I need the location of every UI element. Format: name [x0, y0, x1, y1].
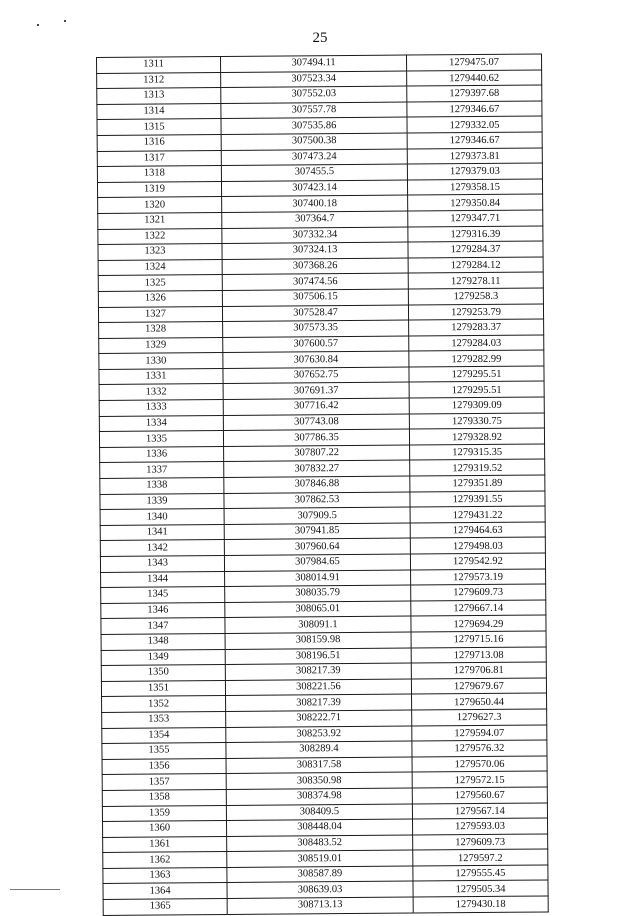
y-coordinate-cell: 1279315.35	[410, 444, 545, 461]
y-coordinate-cell: 1279505.34	[413, 880, 548, 897]
x-coordinate-cell: 308221.56	[225, 679, 411, 696]
y-coordinate-cell: 1279282.99	[409, 350, 544, 367]
point-number-cell: 1335	[99, 431, 223, 448]
point-number-cell: 1348	[101, 633, 225, 650]
point-number-cell: 1312	[97, 72, 221, 89]
y-coordinate-cell: 1279593.03	[412, 818, 547, 835]
point-number-cell: 1313	[97, 88, 221, 105]
y-coordinate-cell: 1279464.63	[410, 522, 545, 539]
y-coordinate-cell: 1279295.51	[409, 381, 544, 398]
x-coordinate-cell: 307600.57	[223, 336, 409, 353]
y-coordinate-cell: 1279430.18	[413, 896, 548, 913]
y-coordinate-cell: 1279609.73	[413, 834, 548, 851]
y-coordinate-cell: 1279475.07	[406, 54, 541, 71]
point-number-cell: 1331	[99, 368, 223, 385]
y-coordinate-cell: 1279397.68	[407, 85, 542, 102]
point-number-cell: 1358	[102, 789, 226, 806]
x-coordinate-cell: 307743.08	[223, 414, 409, 431]
point-number-cell: 1315	[97, 119, 221, 136]
point-number-cell: 1323	[98, 244, 222, 261]
y-coordinate-cell: 1279330.75	[409, 413, 544, 430]
x-coordinate-cell: 307691.37	[223, 383, 409, 400]
y-coordinate-cell: 1279295.51	[409, 366, 544, 383]
y-coordinate-cell: 1279284.37	[408, 241, 543, 258]
point-number-cell: 1336	[100, 446, 224, 463]
y-coordinate-cell: 1279555.45	[413, 865, 548, 882]
y-coordinate-cell: 1279253.79	[408, 303, 543, 320]
y-coordinate-cell: 1279650.44	[412, 693, 547, 710]
y-coordinate-cell: 1279567.14	[412, 802, 547, 819]
y-coordinate-cell: 1279594.07	[412, 725, 547, 742]
point-number-cell: 1318	[97, 166, 221, 183]
point-number-cell: 1359	[102, 805, 226, 822]
x-coordinate-cell: 308483.52	[227, 835, 413, 852]
y-coordinate-cell: 1279284.12	[408, 257, 543, 274]
y-coordinate-cell: 1279351.89	[410, 475, 545, 492]
x-coordinate-cell: 308091.1	[225, 616, 411, 633]
x-coordinate-cell: 308014.91	[225, 570, 411, 587]
y-coordinate-cell: 1279332.05	[407, 116, 542, 133]
x-coordinate-cell: 307455.5	[221, 164, 407, 181]
x-coordinate-cell: 307984.65	[224, 554, 410, 571]
x-coordinate-cell: 307324.13	[222, 242, 408, 259]
y-coordinate-cell: 1279570.06	[412, 756, 547, 773]
point-number-cell: 1334	[99, 415, 223, 432]
y-coordinate-cell: 1279258.3	[408, 288, 543, 305]
x-coordinate-cell: 308222.71	[226, 710, 412, 727]
point-number-cell: 1327	[98, 306, 222, 323]
y-coordinate-cell: 1279431.22	[410, 506, 545, 523]
x-coordinate-cell: 308217.39	[226, 694, 412, 711]
table-row	[103, 896, 548, 915]
y-coordinate-cell: 1279498.03	[410, 537, 545, 554]
x-coordinate-cell: 307423.14	[221, 180, 407, 197]
x-coordinate-cell: 307630.84	[223, 351, 409, 368]
x-coordinate-cell: 307368.26	[222, 258, 408, 275]
point-number-cell: 1353	[102, 711, 226, 728]
point-number-cell: 1352	[102, 696, 226, 713]
point-number-cell: 1330	[99, 353, 223, 370]
point-number-cell: 1345	[101, 587, 225, 604]
point-number-cell: 1361	[103, 836, 227, 853]
y-coordinate-cell: 1279706.81	[411, 662, 546, 679]
point-number-cell: 1319	[97, 181, 221, 198]
point-number-cell: 1343	[100, 556, 224, 573]
y-coordinate-cell: 1279627.3	[412, 709, 547, 726]
y-coordinate-cell: 1279316.39	[408, 226, 543, 243]
y-coordinate-cell: 1279346.67	[407, 101, 542, 118]
y-coordinate-cell: 1279391.55	[410, 491, 545, 508]
x-coordinate-cell: 307652.75	[223, 367, 409, 384]
x-coordinate-cell: 307506.15	[222, 289, 408, 306]
y-coordinate-cell: 1279379.03	[407, 163, 542, 180]
y-coordinate-cell: 1279346.67	[407, 132, 542, 149]
y-coordinate-cell: 1279350.84	[408, 194, 543, 211]
x-coordinate-cell: 307909.5	[224, 507, 410, 524]
point-number-cell: 1322	[98, 228, 222, 245]
x-coordinate-cell: 308519.01	[227, 850, 413, 867]
point-number-cell: 1341	[100, 524, 224, 541]
x-coordinate-cell: 308065.01	[225, 601, 411, 618]
y-coordinate-cell: 1279542.92	[410, 553, 545, 570]
point-number-cell: 1363	[103, 867, 227, 884]
point-number-cell: 1337	[100, 462, 224, 479]
x-coordinate-cell: 308409.5	[226, 804, 412, 821]
point-number-cell: 1357	[102, 774, 226, 791]
point-number-cell: 1333	[99, 400, 223, 417]
x-coordinate-cell: 307528.47	[222, 305, 408, 322]
y-coordinate-cell: 1279278.11	[408, 272, 543, 289]
y-coordinate-cell: 1279284.03	[409, 335, 544, 352]
point-number-cell: 1344	[101, 571, 225, 588]
y-coordinate-cell: 1279358.15	[407, 179, 542, 196]
point-number-cell: 1346	[101, 602, 225, 619]
x-coordinate-cell: 307535.86	[221, 117, 407, 134]
x-coordinate-cell: 307941.85	[224, 523, 410, 540]
point-number-cell: 1355	[102, 743, 226, 760]
x-coordinate-cell: 307500.38	[221, 133, 407, 150]
y-coordinate-cell: 1279573.19	[411, 569, 546, 586]
y-coordinate-cell: 1279713.08	[411, 647, 546, 664]
x-coordinate-cell: 308350.98	[226, 772, 412, 789]
x-coordinate-cell: 307716.42	[223, 398, 409, 415]
scan-speck	[64, 20, 66, 22]
y-coordinate-cell: 1279667.14	[411, 600, 546, 617]
y-coordinate-cell: 1279597.2	[413, 849, 548, 866]
x-coordinate-cell: 307557.78	[221, 102, 407, 119]
x-coordinate-cell: 307846.88	[224, 476, 410, 493]
y-coordinate-cell: 1279572.15	[412, 771, 547, 788]
point-number-cell: 1356	[102, 758, 226, 775]
point-number-cell: 1317	[97, 150, 221, 167]
x-coordinate-cell: 307523.34	[221, 71, 407, 88]
x-coordinate-cell: 307364.7	[222, 211, 408, 228]
x-coordinate-cell: 307473.24	[221, 149, 407, 166]
point-number-cell: 1362	[103, 852, 227, 869]
coordinates-table-body	[97, 54, 549, 915]
y-coordinate-cell: 1279319.52	[410, 459, 545, 476]
x-coordinate-cell: 307332.34	[222, 227, 408, 244]
point-number-cell: 1365	[103, 899, 227, 916]
y-coordinate-cell: 1279283.37	[409, 319, 544, 336]
x-coordinate-cell: 308374.98	[226, 788, 412, 805]
y-coordinate-cell: 1279373.81	[407, 148, 542, 165]
x-coordinate-cell: 307494.11	[221, 55, 407, 72]
x-coordinate-cell: 308639.03	[227, 882, 413, 899]
point-number-cell: 1339	[100, 493, 224, 510]
y-coordinate-cell: 1279309.09	[409, 397, 544, 414]
point-number-cell: 1311	[97, 57, 221, 74]
y-coordinate-cell: 1279576.32	[412, 740, 547, 757]
point-number-cell: 1320	[98, 197, 222, 214]
point-number-cell: 1360	[103, 821, 227, 838]
point-number-cell: 1354	[102, 727, 226, 744]
x-coordinate-cell: 307862.53	[224, 492, 410, 509]
x-coordinate-cell: 307552.03	[221, 86, 407, 103]
page-number: 25	[312, 30, 328, 46]
point-number-cell: 1324	[98, 259, 222, 276]
point-number-cell: 1329	[99, 337, 223, 354]
point-number-cell: 1351	[101, 680, 225, 697]
x-coordinate-cell: 307786.35	[223, 429, 409, 446]
x-coordinate-cell: 307400.18	[222, 195, 408, 212]
y-coordinate-cell: 1279347.71	[408, 210, 543, 227]
x-coordinate-cell: 307960.64	[224, 538, 410, 555]
point-number-cell: 1340	[100, 509, 224, 526]
y-coordinate-cell: 1279560.67	[412, 787, 547, 804]
x-coordinate-cell: 308253.92	[226, 726, 412, 743]
footer-divider	[10, 889, 60, 890]
x-coordinate-cell: 308035.79	[225, 585, 411, 602]
x-coordinate-cell: 308317.58	[226, 757, 412, 774]
point-number-cell: 1325	[98, 275, 222, 292]
x-coordinate-cell: 308587.89	[227, 866, 413, 883]
point-number-cell: 1350	[101, 665, 225, 682]
x-coordinate-cell: 308289.4	[226, 741, 412, 758]
point-number-cell: 1316	[97, 134, 221, 151]
y-coordinate-cell: 1279679.67	[411, 678, 546, 695]
x-coordinate-cell: 308159.98	[225, 632, 411, 649]
point-number-cell: 1314	[97, 103, 221, 120]
x-coordinate-cell: 308217.39	[225, 663, 411, 680]
x-coordinate-cell: 308196.51	[225, 648, 411, 665]
point-number-cell: 1332	[99, 384, 223, 401]
x-coordinate-cell: 307474.56	[222, 273, 408, 290]
y-coordinate-cell: 1279440.62	[407, 70, 542, 87]
point-number-cell: 1321	[98, 212, 222, 229]
y-coordinate-cell: 1279715.16	[411, 631, 546, 648]
point-number-cell: 1347	[101, 618, 225, 635]
scan-speck	[37, 24, 39, 26]
x-coordinate-cell: 307807.22	[224, 445, 410, 462]
y-coordinate-cell: 1279694.29	[411, 615, 546, 632]
x-coordinate-cell: 308713.13	[227, 897, 413, 914]
y-coordinate-cell: 1279609.73	[411, 584, 546, 601]
x-coordinate-cell: 308448.04	[227, 819, 413, 836]
point-number-cell: 1326	[98, 290, 222, 307]
point-number-cell: 1349	[101, 649, 225, 666]
coordinates-table	[96, 53, 549, 915]
x-coordinate-cell: 307573.35	[223, 320, 409, 337]
point-number-cell: 1328	[99, 322, 223, 339]
point-number-cell: 1364	[103, 883, 227, 900]
x-coordinate-cell: 307832.27	[224, 460, 410, 477]
point-number-cell: 1342	[100, 540, 224, 557]
point-number-cell: 1338	[100, 478, 224, 495]
y-coordinate-cell: 1279328.92	[409, 428, 544, 445]
